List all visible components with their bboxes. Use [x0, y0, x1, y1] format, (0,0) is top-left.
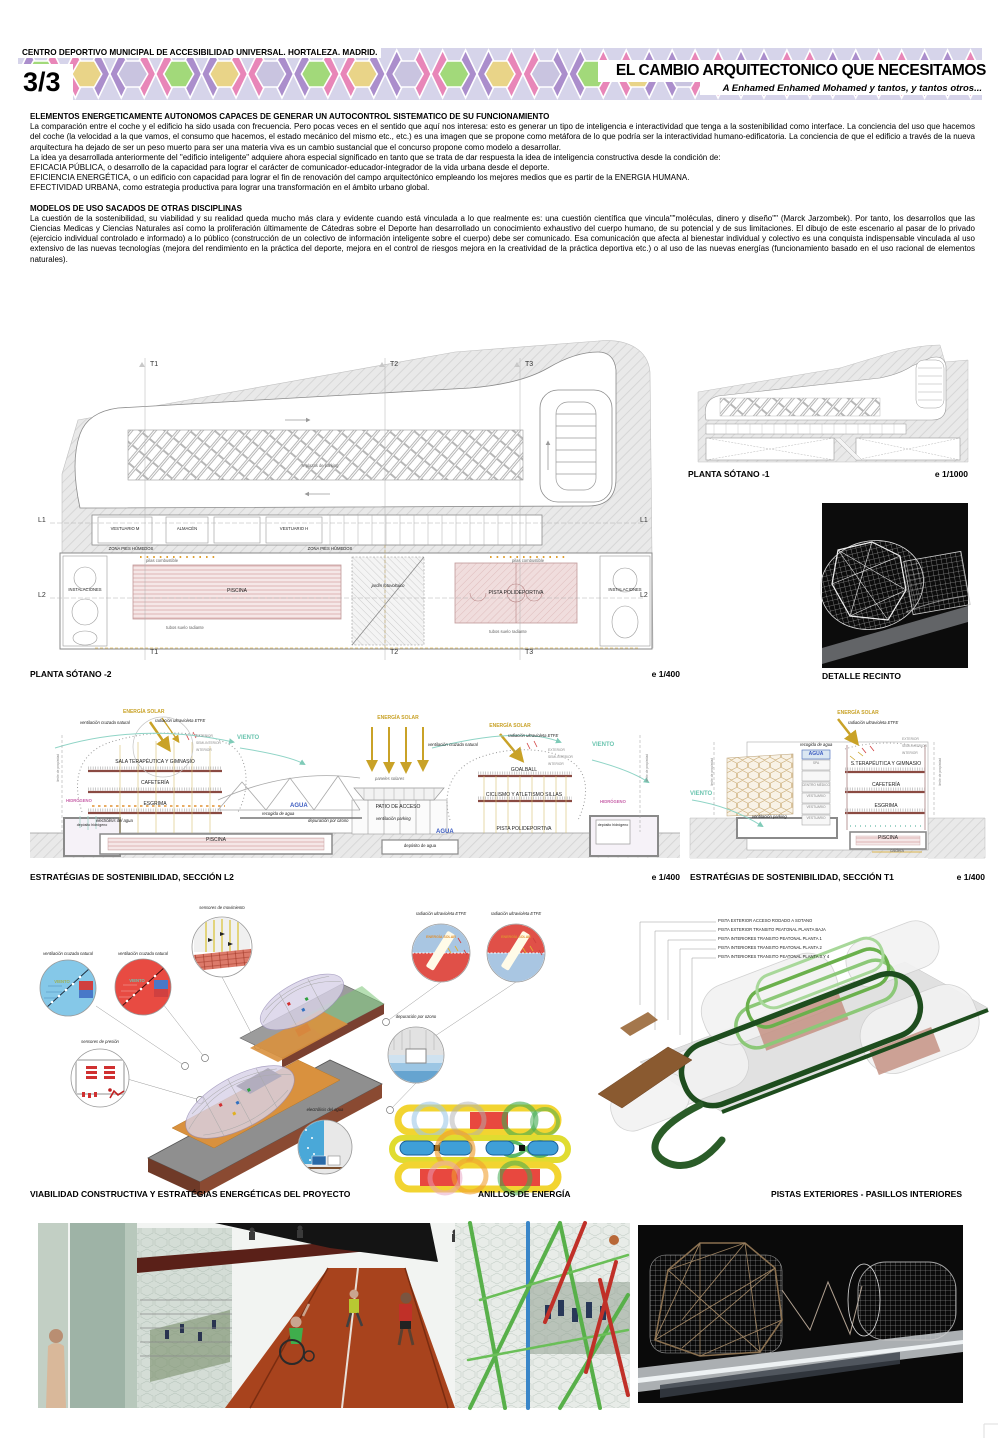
plan2-caption: PLANTA SÓTANO -2 [30, 669, 112, 679]
panel-title: EL CAMBIO ARQUITECTONICO QUE NECESITAMOS [598, 60, 990, 82]
sens-presion-label: sensores de presión [81, 1039, 119, 1044]
parking-label: N plazas de parking [301, 463, 339, 468]
planta-sotano-2-drawing [50, 341, 653, 660]
corner-crop-mark [984, 1424, 998, 1438]
t1-s-terapeutica: S.TERAPÉUTICA Y GIMNASIO [850, 761, 922, 767]
plan1-caption: PLANTA SÓTANO -1 [688, 469, 770, 479]
l2-interior-2: INTERIOR [548, 762, 564, 766]
vestuario-h-label: VESTUARIO H [279, 526, 309, 531]
intro-paragraph: La comparación entre el coche y el edificio ha sido usada con frecuencia. Pero pocas veces en el sentido que aquí nos interesa: esto es generar un tipo de inteligencia e interactividad que tenga a la sostenibilidad como interface. La conciencia del uso que hacemos del coche (la velocidad a la que vamos, el consumo que hacemos, el estado mecánico del mismo etc., etc.) es una imagen que se propone como metáfora de lo que podría ser la interactividad humano-edificatoria. La conciencia de que el edificio a través de la nueva arquitectura ha dejado de ser un peso muerto para ser una materia viva es un cambio sustancial que el concurso propone como modelo a desarrollar. [30, 122, 975, 152]
page-number: 3/3 [18, 64, 73, 100]
intro-line-efectividad: EFECTIVIDAD URBANA, como estrategia productiva para lograr una transformación en el ámbito urbano global. [30, 183, 430, 193]
t1-vent-parking: ventilación parking [752, 814, 787, 819]
t1-piscina: PISCINA [877, 835, 899, 841]
l2-limite-right: límite de propiedad [645, 753, 649, 782]
detalle-recinto-photo [811, 503, 970, 668]
t1-caldera: caldera [890, 848, 904, 853]
l2-electrolisis: electrólisis del agua [96, 818, 133, 823]
axis-t1-top: T1 [150, 361, 159, 368]
l2-ciclismo: CICLISMO Y ATLETISMO SILLAS [485, 792, 563, 798]
etfe-circle-label-1: radiación ultravioleta ETFE [415, 911, 467, 916]
l2-sala-terapeutica: SALA TERAPÉUTICA Y GIMNASIO [115, 759, 195, 765]
t1-exterior: EXTERIOR [902, 737, 919, 741]
anillos-diagram [392, 1104, 568, 1193]
viabilidad-caption: VIABILIDAD CONSTRUCTIVA Y ESTRATÉGIAS ENERGÉTICAS DEL PROYECTO [30, 1189, 351, 1199]
t1-limite-left: límite de propiedad [710, 757, 714, 786]
pistas-axon-drawing [598, 914, 988, 1165]
t1-vestuario-2: VESTUARIO [806, 805, 826, 809]
l2-energia-solar-1: ENERGÍA SOLAR [123, 709, 165, 715]
l2-paneles: paneles solares [375, 776, 405, 781]
jardin-label: jardín fotovoltaico [371, 583, 405, 588]
axis-t3-bottom: T3 [525, 649, 534, 656]
l2-exterior-1: EXTERIOR [196, 734, 213, 738]
intro-heading: ELEMENTOS ENERGETICAMENTE AUTONOMOS CAPACES DE GENERAR UN AUTOCONTROL SISTEMATICO DE SU FUNCIONAMIENTO [30, 112, 550, 121]
energia-solar-in-circle-1: ENERGÍA SOLAR [426, 935, 456, 939]
modelos-paragraph: La cuestión de la sostenibilidad, su viabilidad y su realidad queda mucho más clara y evidente cuando está vinculada a lo que realmente es: una cuestión científica que vincula""moléculas, dinero y diseño"" (Marck Jarzombek). Por tanto, los desarrollos que las Ciencias Medicas y Ciencias Naturales así como la proliferación últimamente de Cátedras sobre el Deporte han desarrollado un conocimiento exhaustivo del cuerpo humano, de su potencial y de sus limitaciones. El dibujo de este escenario al pasar de lo privado (ejercicio individual controlado e informado) a lo público (construcción de un colectivo de información inteligente sobre el cuerpo) debe ser comunicado. Esa comunicación que afecta al bienestar individual y colectivo es una conquista indispensable vinculada al uso extensivo de las nuevas tecnologías (mejora del rendimiento en la práctica del deporte, mejora en el control de riesgos mejora en la creatividad de la práctica deportiva etc.) o al uso de las nuevas energías (funcionamiento basado en el uso racional de elementos naturales). [30, 213, 975, 264]
electrolisis-circle-label: electrólisis del agua [306, 1107, 344, 1112]
tubos-label-2: tubos suelo radiante [489, 629, 527, 634]
modelos-heading: MODELOS DE USO SACADOS DE OTRAS DISCIPLINAS [30, 203, 243, 213]
pistas-caption: PISTAS EXTERIORES - PASILLOS INTERIORES [771, 1189, 962, 1199]
depuracion-circle-label: depuración por ozono [395, 1014, 437, 1019]
vent-cruzada-circle-label-2: ventilación cruzada natural [118, 951, 168, 956]
l2-piscina: PISCINA [205, 837, 227, 843]
t1-viento: VIENTO [690, 791, 713, 797]
t1-energia-solar: ENERGÍA SOLAR [837, 710, 879, 716]
l2-deposito-agua: depósito de agua [403, 843, 437, 848]
l2-hidrogeno-2: HIDRÓGENO [600, 799, 626, 804]
l2-agua-1: AGUA [290, 803, 308, 809]
vent-cruzada-circle-label-1: ventilación cruzada natural [43, 951, 93, 956]
intro-line-eficacia: EFICACIA PÚBLICA, o desarrollo de la capacidad para lograr el carácter de comunicador-educador-integrador de la vida urbana desde el deporte. [30, 163, 550, 173]
l2-energia-solar-2: ENERGÍA SOLAR [377, 715, 419, 721]
l2-recogida: recogida de agua [262, 811, 295, 816]
t1-cafeteria: CAFETERÍA [871, 782, 901, 788]
l2-pista-poli: PISTA POLIDEPORTIVA [496, 826, 552, 832]
pistas-legend-item-5: PISTA INTERIORES TRANSITO PEATONAL PLANTA 3 Y 4 [718, 954, 830, 959]
l2-vent-cruzada-1: ventilación cruzada natural [80, 720, 130, 725]
sens-movimiento-label: sensores de movimiento [199, 905, 245, 910]
t1-spa: SPA [812, 761, 820, 765]
t1-radiacion: radiación ultravioleta ETFE [848, 720, 899, 725]
detalle-caption: DETALLE RECINTO [822, 671, 902, 681]
render-pasillos-photo [38, 1223, 630, 1408]
t1-limite-right: límite de propiedad [938, 757, 942, 786]
l2-semi-2: SEMI-INTERIOR [548, 755, 573, 759]
t1-semi: SEMI-INTERIOR [902, 744, 927, 748]
l2-limite-left: límite de propiedad [56, 753, 60, 782]
l2-deposito-h2-2: depósito hidrógeno [597, 823, 629, 827]
pistas-legend-item-3: PISTA INTERIORES TRANSITO PEATONAL PLANTA 1 [718, 936, 822, 941]
l2-depuracion: depuración por ozono [308, 818, 349, 823]
zona-pies-label-2: ZONA PIES HÚMEDOS [307, 546, 353, 551]
t1-vestuario-3: VESTUARIO [806, 816, 826, 820]
vestuario-m-label: VESTUARIO M [110, 526, 140, 531]
planta-sotano-1-drawing [698, 345, 968, 462]
l2-cafeteria: CAFETERÍA [140, 780, 170, 786]
zona-pies-label-1: ZONA PIES HÚMEDOS [108, 546, 154, 551]
etfe-circle-label-2: radiación ultravioleta ETFE [490, 911, 542, 916]
t1-centro-medico: CENTRO MÉDICO [801, 783, 831, 787]
tubos-label-1: tubos suelo radiante [166, 625, 204, 630]
l2-energia-solar-3: ENERGÍA SOLAR [489, 723, 531, 729]
l2-vent-cruzada-2: ventilación cruzada natural [428, 742, 478, 747]
panel-subtitle: A Enhamed Enhamed Mohamed y tantos, y tantos otros... [700, 82, 986, 95]
t1-esgrima: ESGRIMA [874, 803, 898, 809]
l2-radiacion-1: radiación ultravioleta ETFE [155, 718, 206, 723]
pistas-legend-item-1: PISTA EXTERIOR ACCESO RODADO A SOTANO [718, 918, 813, 923]
intro-line-eficiencia: EFICIENCIA ENERGÉTICA, o un edificio con capacidad para lograr el fin de renovación del campo arquitectónico empleando los mejores medios que es partir de la ENERGIA HUMANA. [30, 173, 690, 183]
anillos-caption: ANILLOS DE ENERGÍA [478, 1189, 571, 1199]
t1-agua: AGUA [808, 751, 824, 757]
instalaciones-label-1: INSTALACIONES [68, 587, 102, 592]
site-label: CENTRO DEPORTIVO MUNICIPAL DE ACCESIBILIDAD UNIVERSAL. HORTALEZA. MADRID. [18, 46, 381, 58]
axis-l2-left: L2 [38, 592, 46, 599]
l2-viento-2: VIENTO [592, 742, 615, 748]
pistas-legend-item-2: PISTA EXTERIOR TRANSITO PEATONAL PLANTA BAJA [718, 927, 826, 932]
almacen-label: ALMACÉN [176, 526, 198, 531]
seccion-l2-caption: ESTRATÉGIAS DE SOSTENIBILIDAD, SECCIÓN L2 [30, 872, 234, 882]
axis-t1-bottom: T1 [150, 649, 159, 656]
l2-radiacion-2: radiación ultravioleta ETFE [508, 733, 559, 738]
seccion-t1-scale: e 1/400 [956, 872, 985, 882]
instalaciones-label-2: INSTALACIONES [608, 587, 642, 592]
axis-t2-top: T2 [390, 361, 399, 368]
l2-exterior-2: EXTERIOR [548, 748, 565, 752]
energia-solar-in-circle-2: ENERGÍA SOLAR [501, 935, 531, 939]
seccion-l2-scale: e 1/400 [651, 872, 680, 882]
intro-line: La idea ya desarrollada anteriormente del "edificio inteligente" adquiere ahora especial significado en tanto que se trata de dar respuesta la idea de inteligencia constructiva desde la condición de: [30, 152, 721, 162]
l2-agua-2: AGUA [436, 829, 454, 835]
axis-t3-top: T3 [525, 361, 534, 368]
axis-l2-right: L2 [640, 592, 648, 599]
seccion-l2-drawing [30, 717, 680, 858]
l2-vent-parking: ventilación parking [376, 816, 411, 821]
l2-deposito-h2-1: depósito hidrógeno [76, 823, 108, 827]
l2-esgrima: ESGRIMA [143, 801, 167, 807]
viento-in-circle-2: VIENTO [129, 978, 145, 983]
seccion-t1-drawing [690, 719, 985, 858]
t1-vestuario-1: VESTUARIO [806, 794, 826, 798]
axis-l1-left: L1 [38, 517, 46, 524]
l2-interior-1: INTERIOR [196, 748, 212, 752]
l2-viento-1: VIENTO [237, 735, 260, 741]
t1-interior: INTERIOR [902, 751, 918, 755]
plan2-scale: e 1/400 [651, 669, 680, 679]
l2-patio: PATIO DE ACCESO [375, 804, 421, 810]
l2-semi-1: SEMI-INTERIOR [196, 741, 221, 745]
l2-hidrogeno-1: HIDRÓGENO [66, 798, 92, 803]
piscina-label: PISCINA [226, 588, 248, 594]
l2-goalball: GOALBALL [510, 767, 538, 773]
pilas-label-2: pilas combustible [511, 558, 545, 563]
axis-l1-right: L1 [640, 517, 648, 524]
maqueta-photo [638, 1225, 963, 1403]
pista-label: PISTA POLIDEPORTIVA [488, 590, 544, 596]
pistas-legend-item-4: PISTA INTERIORES TRANSITO PEATONAL PLANTA 2 [718, 945, 822, 950]
plan1-scale: e 1/1000 [934, 469, 968, 479]
seccion-t1-caption: ESTRATÉGIAS DE SOSTENIBILIDAD, SECCIÓN T1 [690, 872, 894, 882]
axis-t2-bottom: T2 [390, 649, 399, 656]
t1-recogida: recogida de agua [800, 742, 833, 747]
viento-in-circle-1: VIENTO [54, 979, 70, 984]
pilas-label-1: pilas combustible [145, 558, 179, 563]
